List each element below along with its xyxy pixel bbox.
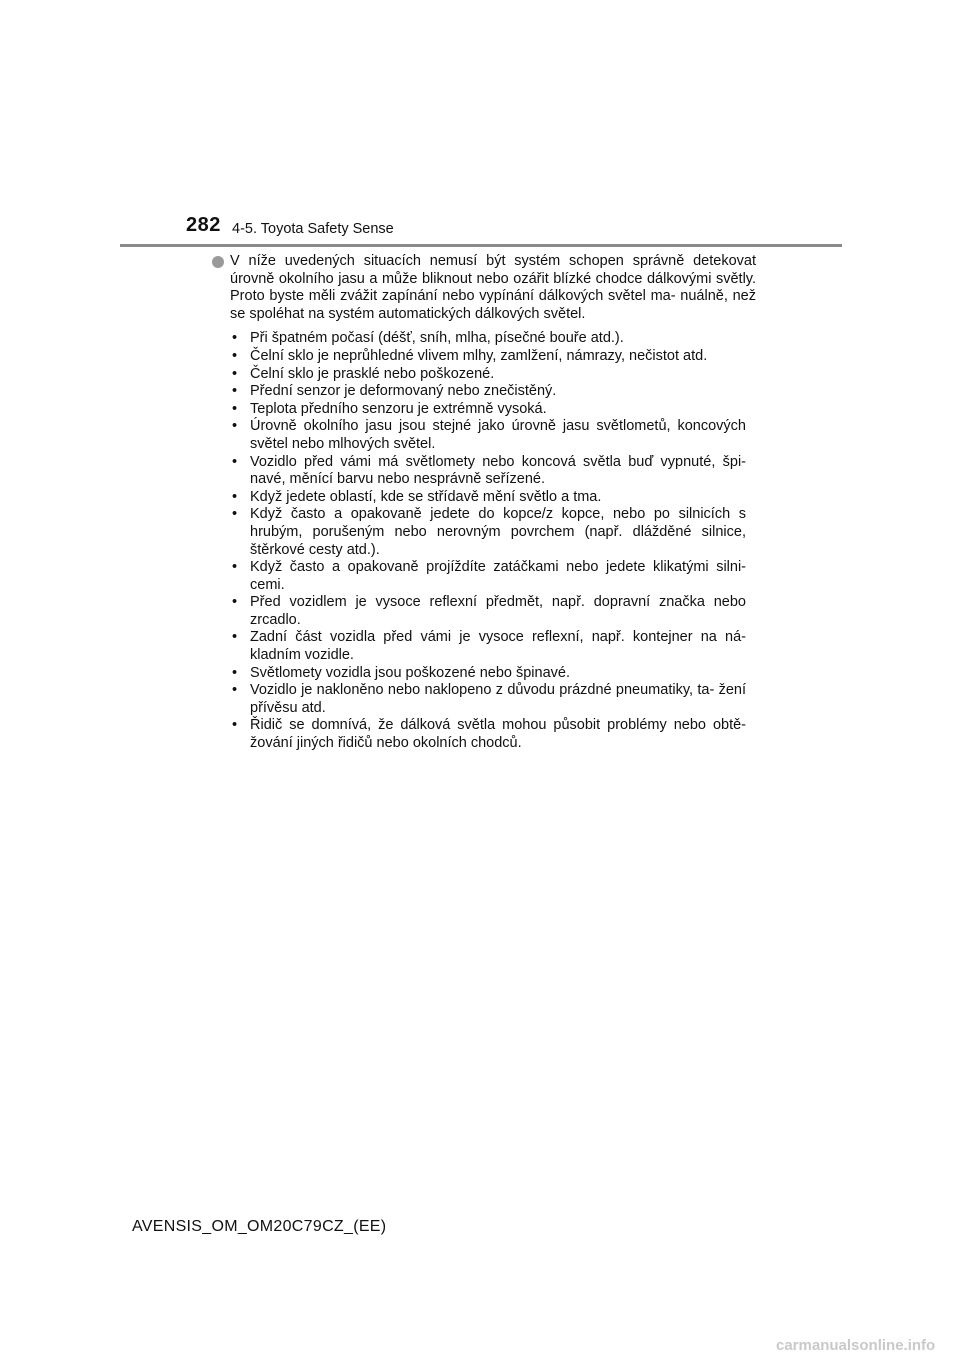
list-item-text: Světlomety vozidla jsou poškozené nebo špinavé. bbox=[250, 664, 570, 681]
list-item-text: Úrovně okolního jasu jsou stejné jako úrovně jasu světlometů, koncových světel nebo mlhových světel. bbox=[250, 418, 746, 452]
section-title: 4-5. Toyota Safety Sense bbox=[232, 221, 394, 237]
bullet-mark: • bbox=[232, 488, 238, 505]
bullet-mark: • bbox=[232, 383, 238, 400]
list-item bbox=[212, 383, 756, 401]
list-item-text: Zadní část vozidla před vámi je vysoce reflexní, např. kontejner na ná- kladním vozidle. bbox=[250, 629, 746, 664]
bullet-mark: • bbox=[232, 682, 238, 699]
bullet-mark: • bbox=[232, 717, 238, 734]
list-item-text: Teplota předního senzoru je extrémně vysoká. bbox=[250, 400, 547, 417]
circle-bullet-icon bbox=[212, 256, 224, 268]
list-item-text: Při špatném počasí (déšť, sníh, mlha, písečné bouře atd.). bbox=[250, 330, 624, 347]
condition-list bbox=[212, 330, 756, 752]
list-item bbox=[212, 330, 756, 348]
list-item bbox=[212, 418, 756, 453]
list-item bbox=[212, 594, 756, 629]
list-item bbox=[212, 366, 756, 384]
bullet-mark: • bbox=[232, 559, 238, 576]
list-item bbox=[212, 682, 756, 717]
list-item-text: Přední senzor je deformovaný nebo znečistěný. bbox=[250, 383, 557, 400]
list-item bbox=[212, 489, 756, 507]
header-rule bbox=[120, 244, 842, 247]
bullet-mark: • bbox=[232, 330, 238, 347]
list-item-text: Čelní sklo je prasklé nebo poškozené. bbox=[250, 365, 495, 382]
list-item bbox=[212, 629, 756, 664]
bullet-mark: • bbox=[232, 664, 238, 681]
list-item bbox=[212, 506, 756, 559]
list-item bbox=[212, 454, 756, 489]
list-item bbox=[212, 401, 756, 419]
list-item-text: Když často a opakovaně projíždíte zatáčkami nebo jedete klikatými silni- cemi. bbox=[250, 559, 746, 593]
bullet-mark: • bbox=[232, 453, 238, 470]
bullet-mark: • bbox=[232, 347, 238, 364]
list-item bbox=[212, 665, 756, 683]
list-item-text: Vozidlo před vámi má světlomety nebo koncová světla buď vypnuté, špi- navé, měnící barvu nebo nesprávně seřízené. bbox=[250, 453, 746, 488]
main-content bbox=[212, 253, 756, 753]
bullet-mark: • bbox=[232, 400, 238, 417]
list-item-text: Řidič se domnívá, že dálková světla mohou působit problémy nebo obtě- žování jiných řidičů nebo okolních chodců. bbox=[250, 717, 746, 752]
list-item-text: Když jedete oblastí, kde se střídavě mění světlo a tma. bbox=[250, 488, 602, 505]
list-item bbox=[212, 717, 756, 752]
watermark-logo: carmanualsonline.info bbox=[776, 1337, 936, 1354]
list-item-text: Před vozidlem je vysoce reflexní předmět, např. dopravní značka nebo zrcadlo. bbox=[250, 594, 746, 628]
list-item bbox=[212, 559, 756, 594]
bullet-mark: • bbox=[232, 365, 238, 382]
bullet-mark: • bbox=[232, 594, 238, 611]
intro-text: V níže uvedených situacích nemusí být systém schopen správně detekovat úrovně okolního jasu a může bliknout nebo ozářit blízké chodce dálkovými světly. Proto byste měli zvážit zapínání nebo vypínání dálkových světel ma- nuálně, než se spoléhat na systém automatických dálkových světel. bbox=[230, 253, 756, 322]
list-item-text: Vozidlo je nakloněno nebo naklopeno z důvodu prázdné pneumatiky, ta- žení přívěsu atd. bbox=[250, 682, 746, 716]
page-number: 282 bbox=[186, 214, 221, 236]
bullet-mark: • bbox=[232, 418, 238, 435]
bullet-mark: • bbox=[232, 506, 238, 523]
list-item-text: Čelní sklo je neprůhledné vlivem mlhy, zamlžení, námrazy, nečistot atd. bbox=[250, 347, 708, 364]
intro-paragraph bbox=[212, 253, 756, 323]
document-code: AVENSIS_OM_OM20C79CZ_(EE) bbox=[132, 1218, 387, 1235]
list-item-text: Když často a opakovaně jedete do kopce/z kopce, nebo po silnicích s hrubým, porušeným nebo nerovným povrchem (např. dlážděné silnice, štěrkové cesty atd.). bbox=[250, 506, 746, 558]
list-item bbox=[212, 348, 756, 366]
bullet-mark: • bbox=[232, 629, 238, 646]
